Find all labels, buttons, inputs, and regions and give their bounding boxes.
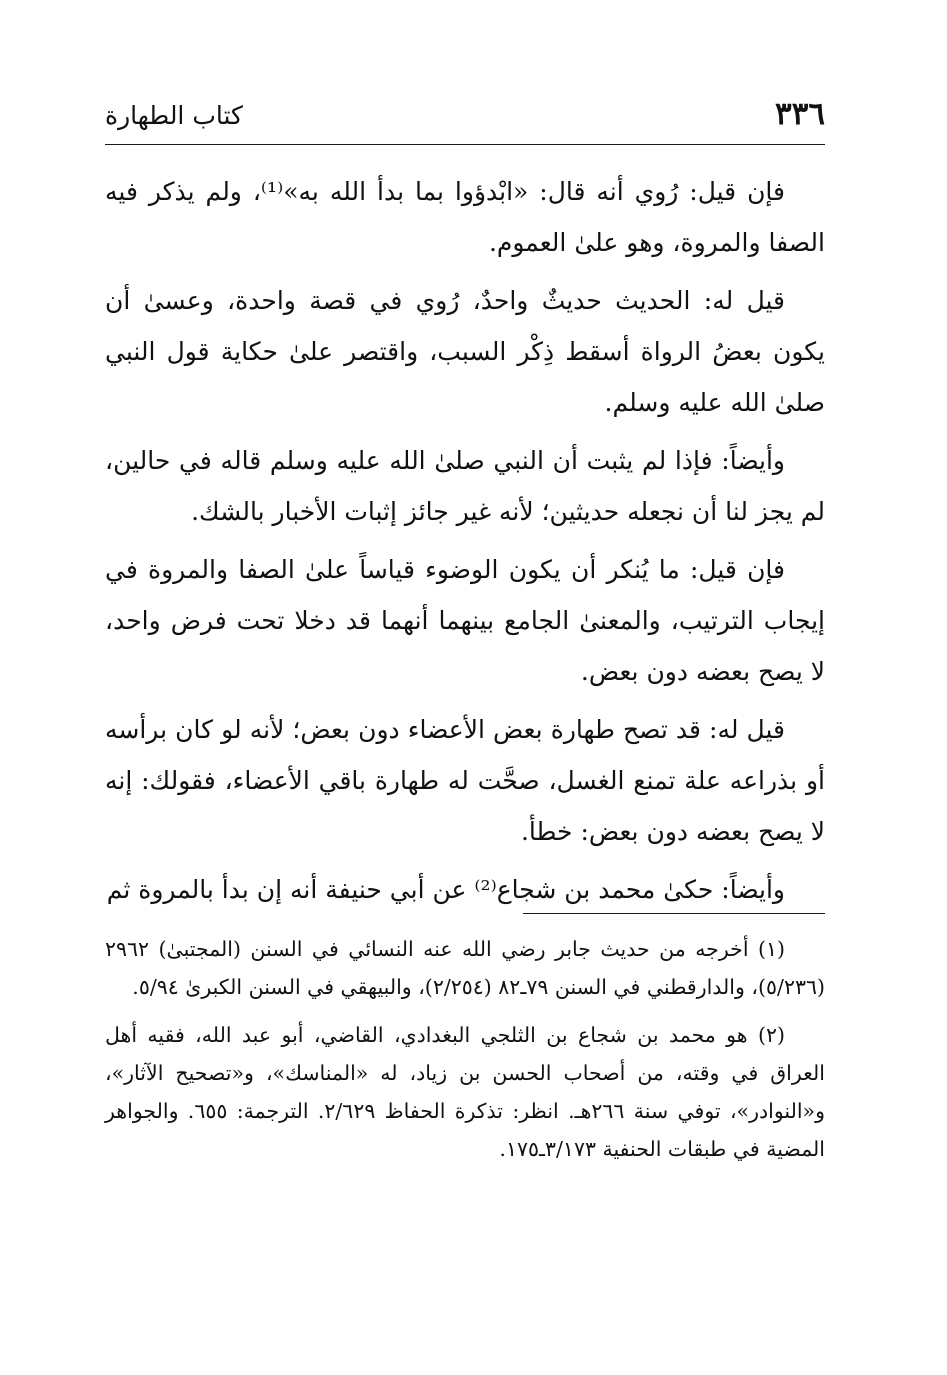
main-text xyxy=(105,166,825,922)
paragraph: وأيضاً: حكىٰ محمد بن شجاع⁽²⁾ عن أبي حنيفة أنه إن بدأ بالمروة ثم xyxy=(106,875,785,904)
footnote: (٢) هو محمد بن شجاع بن الثلجي البغدادي، القاضي، أبو عبد الله، فقيه أهل العراق في وقته، من أصحاب الحسن بن زياد، له «المناسك»، و«تصحيح الآثار»، و«النوادر»، توفي سنة ٢٦٦هـ. انظر: تذكرة الحفاظ ٢/٦٢٩. الترجمة: ٦٥٥. والجواهر المضية في طبقات الحنفية ٣/١٧٣ـ١٧٥. xyxy=(105,1023,825,1161)
paragraph: وأيضاً: فإذا لم يثبت أن النبي صلىٰ الله عليه وسلم قاله في حالين، لم يجز لنا أن نجعله حديثين؛ لأنه غير جائز إثبات الأخبار بالشك. xyxy=(105,446,825,526)
paragraph: قيل له: الحديث حديثٌ واحدٌ، رُوي في قصة واحدة، وعسىٰ أن يكون بعضُ الرواة أسقط ذِكْر السبب، واقتصر علىٰ حكاية قول النبي صلىٰ الله عليه وسلم. xyxy=(105,286,825,417)
page-number: ٣٣٦ xyxy=(775,96,825,132)
footnotes xyxy=(105,930,825,1178)
footnote-separator xyxy=(523,913,825,914)
footnote: (١) أخرجه من حديث جابر رضي الله عنه النسائي في السنن (المجتبىٰ) ٢٩٦٢ (٥/٢٣٦)، والدارقطني في السنن ٧٩ـ٨٢ (٢/٢٥٤)، والبيهقي في السنن الكبرىٰ ٥/٩٤. xyxy=(105,937,825,999)
paragraph: فإن قيل: رُوي أنه قال: «ابْدؤوا بما بدأ الله به»⁽¹⁾، ولم يذكر فيه الصفا والمروة، وهو علىٰ العموم. xyxy=(105,177,825,257)
paragraph: قيل له: قد تصح طهارة بعض الأعضاء دون بعض؛ لأنه لو كان برأسه أو بذراعه علة تمنع الغسل، صحَّت له طهارة باقي الأعضاء، فقولك: إنه لا يصح بعضه دون بعض: خطأ. xyxy=(105,715,825,846)
page-header xyxy=(105,92,825,145)
running-title: كتاب الطهارة xyxy=(105,101,243,130)
paragraph: فإن قيل: ما يُنكر أن يكون الوضوء قياساً علىٰ الصفا والمروة في إيجاب الترتيب، والمعنىٰ الجامع بينهما أنهما قد دخلا تحت فرض واحد، لا يصح بعضه دون بعض. xyxy=(105,555,825,686)
